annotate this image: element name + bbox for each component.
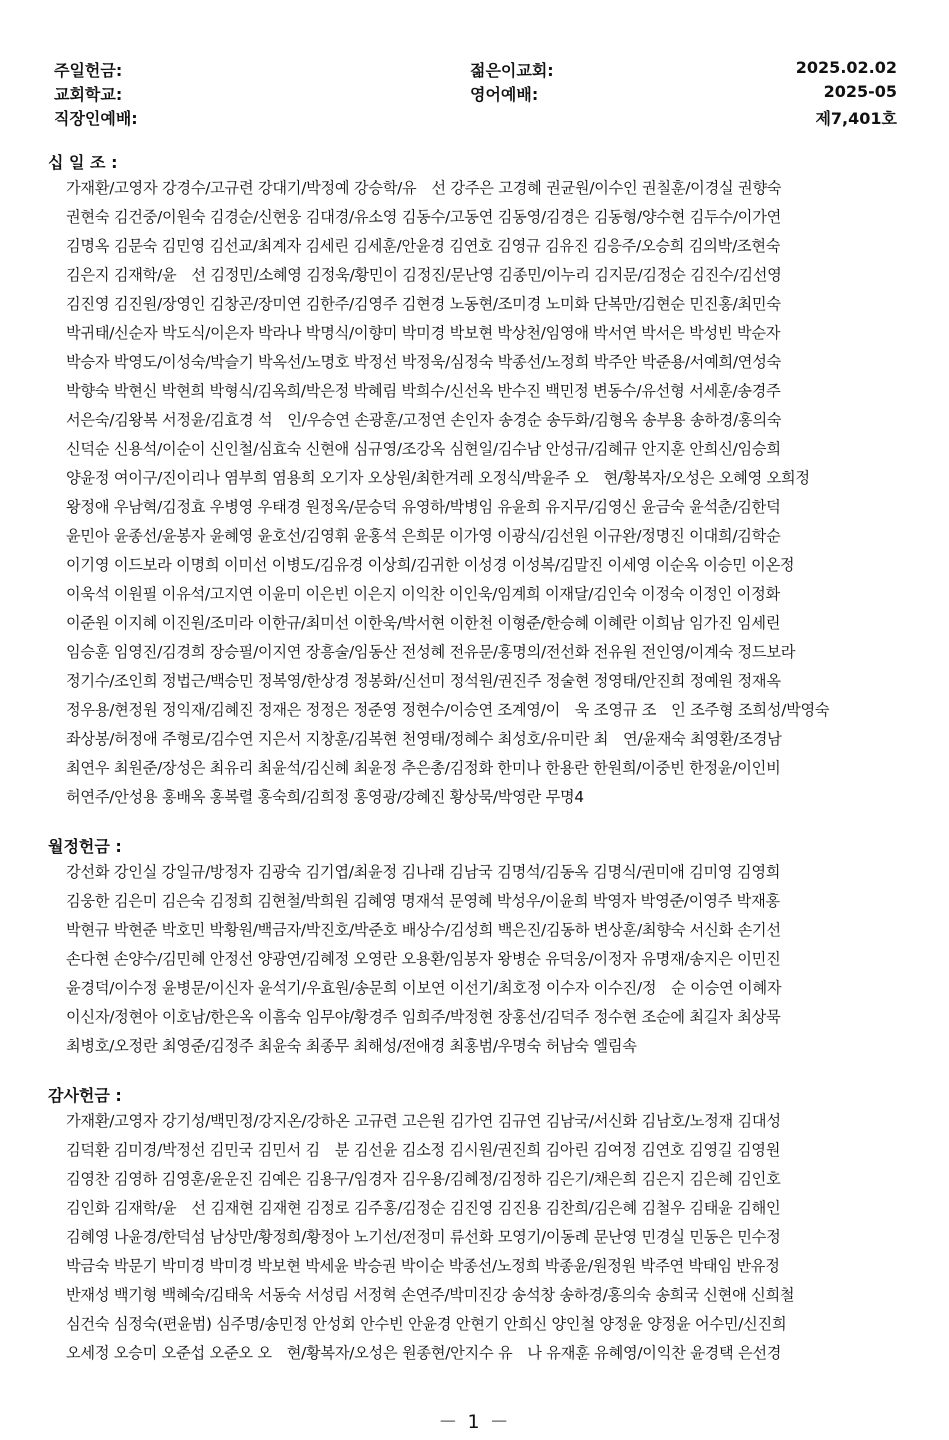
name-line: 김영찬 김영하 김영훈/윤운진 김예은 김용구/임경자 김우용/김혜정/김정하 김은기/채은희 김은지 김은혜 김인호 (66, 1170, 781, 1188)
name-line: 허연주/안성용 홍배옥 홍복렬 홍숙희/김희정 홍영광/강혜진 황상묵/박영란 무명4 (66, 788, 584, 806)
name-line: 박현규 박현준 박호민 박황원/백금자/박진호/박준호 배상수/김성희 백은진/김동하 변상훈/최향숙 서신화 손기선 (66, 921, 781, 939)
name-line: 김진영 김진원/장영인 김창곤/장미연 김한주/김영주 김현경 노동현/조미경 노미화 단복만/김현순 민진홍/최민숙 (66, 295, 781, 313)
name-line: 가재환/고영자 강경수/고규련 강대기/박정예 강승학/유 선 강주은 고경혜 권균원/이수인 권칠훈/이경실 권향숙 (66, 179, 782, 197)
name-line: 왕정애 우남혁/김정효 우병영 우태경 원정옥/문승덕 유영하/박병임 유윤희 유지무/김영신 윤금숙 윤석춘/김한덕 (66, 498, 781, 516)
name-line: 최병호/오정란 최영준/김정주 최윤숙 최종무 최해성/전애경 최홍범/우명숙 허남숙 엘림속 (66, 1037, 637, 1055)
name-line: 이준원 이지혜 이진원/조미라 이한규/최미선 이한욱/박서현 이한천 이형준/한승혜 이혜란 이희남 임가진 임세린 (66, 614, 781, 632)
name-line: 정기수/조인희 정법근/백승민 정복영/한상경 정봉화/신선미 정석원/권진주 정술현 정영태/안진희 정예원 정재옥 (66, 672, 781, 690)
church-school-label: 교회학교: (54, 85, 123, 104)
name-list (66, 1107, 916, 1368)
name-line: 심건숙 심정숙(편윤범) 심주명/송민정 안성회 안수빈 안윤경 안현기 안희신 양인철 양정윤 양정윤 어수민/신진희 (66, 1315, 787, 1333)
header-row (0, 106, 949, 130)
name-line: 양윤정 여이구/진이리나 염부희 염용희 오기자 오상원/최한겨레 오정식/박윤주 오 현/황복자/오성은 오혜영 오희정 (66, 469, 810, 487)
header-row (0, 58, 949, 82)
section-title: 월정헌금 : (48, 837, 122, 856)
section-title: 십 일 조 : (48, 153, 118, 172)
name-line: 권현숙 김건중/이원숙 김경순/신현웅 김대경/유소영 김동수/고동연 김동영/김경은 김동형/양수현 김두수/이가연 (66, 208, 782, 226)
section-title: 감사헌금 : (48, 1086, 122, 1105)
offering-summary-header (0, 58, 949, 130)
name-line: 김웅한 김은미 김은숙 김정희 김현철/박희원 김혜영 명재석 문영혜 박성우/이윤희 박영자 박영준/이영주 박재홍 (66, 892, 780, 910)
name-line: 윤민아 윤종선/윤봉자 윤혜영 윤호선/김영휘 윤홍석 은희문 이가영 이광식/김선원 이규완/정명진 이대희/김학순 (66, 527, 781, 545)
name-line: 좌상봉/허정애 주형로/김수연 지은서 지창훈/김복현 천영태/정혜수 최성호/유미란 최 연/윤재숙 최영환/조경남 (66, 730, 782, 748)
name-line: 윤경덕/이수정 윤병문/이신자 윤석기/우효원/송문희 이보연 이선기/최호정 이수자 이수진/정 순 이승연 이혜자 (66, 979, 782, 997)
name-line: 이욱석 이원필 이유석/고지연 이윤미 이은빈 이은지 이익찬 이인욱/임계희 이재달/김인숙 이정숙 이정인 이정화 (66, 585, 780, 603)
name-line: 강선화 강인실 강일규/방정자 김광숙 김기엽/최윤정 김나래 김남국 김명석/김동옥 김명식/권미애 김미영 김영희 (66, 863, 781, 881)
young-adults-church-label: 젊은이교회: (470, 61, 554, 80)
issue-number: 제7,401호 (815, 109, 897, 128)
name-line: 신덕순 신용석/이순이 신인철/심효숙 신현애 심규영/조강옥 심현일/김수남 안성규/김혜규 안지훈 안희신/임승희 (66, 440, 781, 458)
week-number: 2025-05 (823, 82, 897, 101)
sunday-offering-label: 주일헌금: (54, 61, 123, 80)
workers-service-label: 직장인예배: (54, 109, 138, 128)
name-line: 최연우 최원준/장성은 최유리 최윤석/김신혜 최윤정 추은총/김정화 한미나 한용란 한원희/이중빈 한정윤/이인비 (66, 759, 781, 777)
name-line: 박귀태/신순자 박도식/이은자 박라나 박명식/이향미 박미경 박보현 박상천/임영애 박서연 박서은 박성빈 박순자 (66, 324, 781, 342)
page-number: － 1 － (438, 1411, 511, 1433)
name-line: 김혜영 나윤경/한덕섬 남상만/황정희/황정아 노기선/전정미 류선화 모영기/이동례 문난영 민경실 민동은 민수정 (66, 1228, 781, 1246)
name-list (66, 858, 916, 1061)
name-line: 정우용/현정원 정익재/김혜진 정재은 정정은 정준영 정현수/이승연 조계영/이 욱 조영규 조 인 조주형 조희성/박영숙 (66, 701, 830, 719)
name-line: 오세정 오승미 오준섭 오준오 오 현/황복자/오성은 원종현/안지수 유 나 유재훈 유혜영/이익찬 윤경택 은선경 (66, 1344, 782, 1362)
name-line: 손다현 손양수/김민혜 안정선 양광연/김혜정 오영란 오용환/임봉자 왕병순 유덕웅/이정자 유명재/송지은 이민진 (66, 950, 781, 968)
name-list (66, 174, 916, 812)
name-line: 김인화 김재학/윤 선 김재현 김재현 김정로 김주홍/김정순 김진영 김진용 김찬희/김은혜 김철우 김태윤 김해인 (66, 1199, 781, 1217)
english-service-label: 영어예배: (470, 85, 539, 104)
name-line: 박금숙 박문기 박미경 박미경 박보현 박세윤 박승권 박이순 박종선/노정희 박종윤/원정원 박주연 박태임 반유정 (66, 1257, 780, 1275)
name-line: 이신자/정현아 이호남/한은옥 이흠숙 임무야/황경주 임희주/박정현 장홍선/김덕주 정수현 조순에 최길자 최상묵 (66, 1008, 781, 1026)
name-line: 김덕환 김미경/박정선 김민국 김민서 김 분 김선윤 김소정 김시원/권진희 김아린 김여정 김연호 김영길 김영원 (66, 1141, 781, 1159)
name-line: 서은숙/김왕복 서정윤/김효경 석 인/우승연 손광훈/고정연 손인자 송경순 송두화/김형옥 송부용 송하경/홍의숙 (66, 411, 782, 429)
name-line: 김은지 김재학/윤 선 김정민/소혜영 김정욱/황민이 김정진/문난영 김종민/이누리 김지문/김정순 김진수/김선영 (66, 266, 782, 284)
name-line: 가재환/고영자 강기성/백민정/강지온/강하온 고규련 고은원 김가연 김규연 김남국/서신화 김남호/노정재 김대성 (66, 1112, 781, 1130)
name-line: 박향숙 박현신 박현희 박형식/김옥희/박은정 박혜림 박희수/신선옥 반수진 백민정 변동수/유선형 서세훈/송경주 (66, 382, 781, 400)
name-line: 김명옥 김문숙 김민영 김선교/최계자 김세린 김세훈/안윤경 김연호 김영규 김유진 김응주/오승희 김의박/조현숙 (66, 237, 781, 255)
name-line: 반재성 백기형 백혜숙/김태욱 서동숙 서성림 서정혁 손연주/박미진강 송석창 송하경/홍의숙 송희국 신현애 신희철 (66, 1286, 795, 1304)
name-line: 박승자 박영도/이성숙/박슬기 박옥선/노명호 박정선 박정욱/심정숙 박종선/노정희 박주안 박준용/서예희/연성숙 (66, 353, 782, 371)
bulletin-date: 2025.02.02 (795, 58, 897, 77)
name-line: 임승훈 임영진/김경희 장승필/이지연 장흥술/임동산 전성혜 전유문/홍명의/전선화 전유원 전인영/이계숙 정드보라 (66, 643, 796, 661)
name-line: 이기영 이드보라 이명희 이미선 이병도/김유경 이상희/김귀한 이성경 이성복/김말진 이세영 이순옥 이승민 이온정 (66, 556, 795, 574)
header-row (0, 82, 949, 106)
